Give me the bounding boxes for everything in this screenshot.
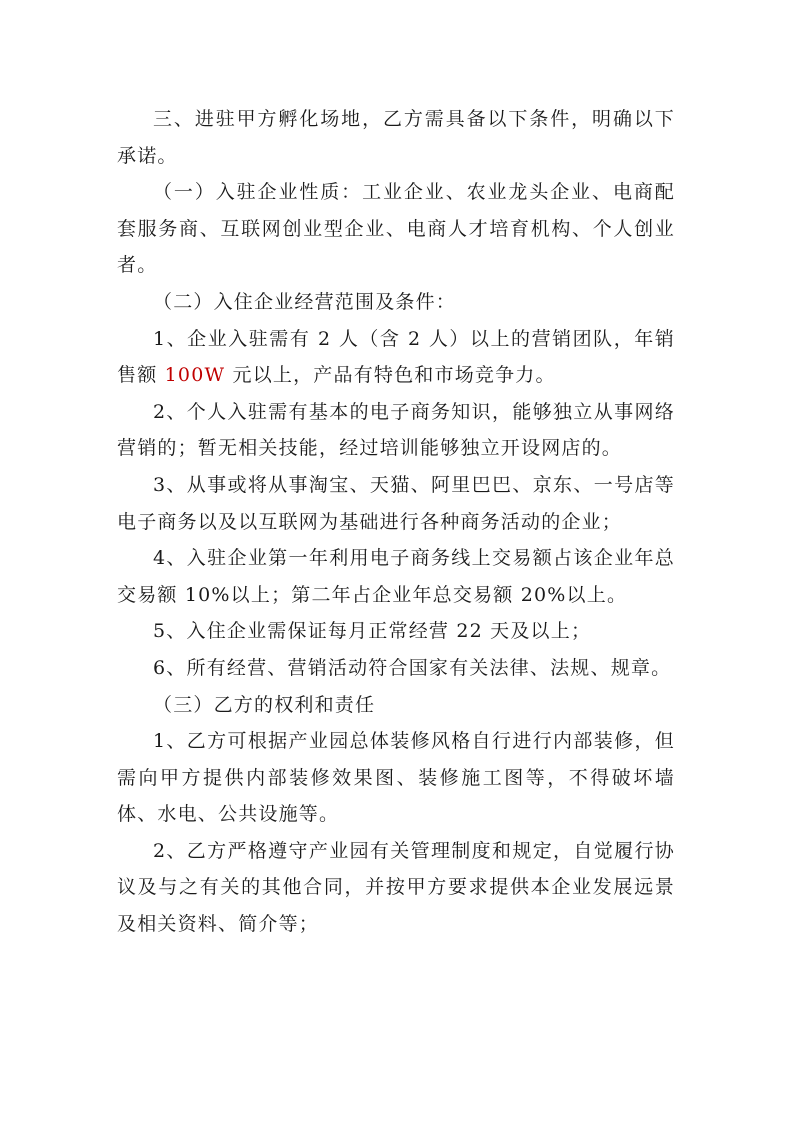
clause-enterprise-nature: （一）入驻企业性质：工业企业、农业龙头企业、电商配套服务商、互联网创业型企业、电商人才培育机构、个人创业者。 (117, 181, 675, 277)
clause-rights-item-1-renovation: 1、乙方可根据产业园总体装修风格自行进行内部装修，但需向甲方提供内部装修效果图、装修施工图等，不得破坏墙体、水电、公共设施等。 (117, 730, 675, 826)
clause-item-1-sales-team (117, 321, 675, 394)
clause-item-4-online-share: 4、入驻企业第一年利用电子商务线上交易额占该企业年总交易额 10%以上；第二年占企业年总交易额 20%以上。 (117, 547, 675, 606)
clause-item-3-platforms: 3、从事或将从事淘宝、天猫、阿里巴巴、京东、一号店等电子商务以及以互联网为基础进行各种商务活动的企业； (117, 473, 675, 533)
clause-item-6-compliance: 6、所有经营、营销活动符合国家有关法律、法规、规章。 (153, 656, 672, 679)
clause-rights-heading: （三）乙方的权利和责任 (153, 693, 376, 716)
clause-text-before: 1、企业入驻需有 2 人（含 2 人）以上的营销团队，年销售额 (117, 327, 675, 387)
clause-item-2-individual: 2、个人入驻需有基本的电子商务知识，能够独立从事网络营销的；暂无相关技能，经过培训能够独立开设网店的。 (117, 400, 675, 460)
document-body (117, 101, 675, 943)
clause-text-after: 元以上，产品有特色和市场竞争力。 (225, 364, 556, 387)
section-heading-three: 三、进驻甲方孵化场地，乙方需具备以下条件，明确以下承诺。 (117, 108, 675, 167)
sales-amount-highlight: 100W (164, 364, 226, 387)
clause-item-5-operating-days: 5、入住企业需保证每月正常经营 22 天及以上； (153, 620, 592, 643)
clause-rights-item-2-regulations: 2、乙方严格遵守产业园有关管理制度和规定，自觉履行协议及与之有关的其他合同，并按甲方要求提供本企业发展远景及相关资料、简介等； (117, 839, 675, 936)
clause-scope-heading: （二）入住企业经营范围及条件： (153, 290, 457, 313)
